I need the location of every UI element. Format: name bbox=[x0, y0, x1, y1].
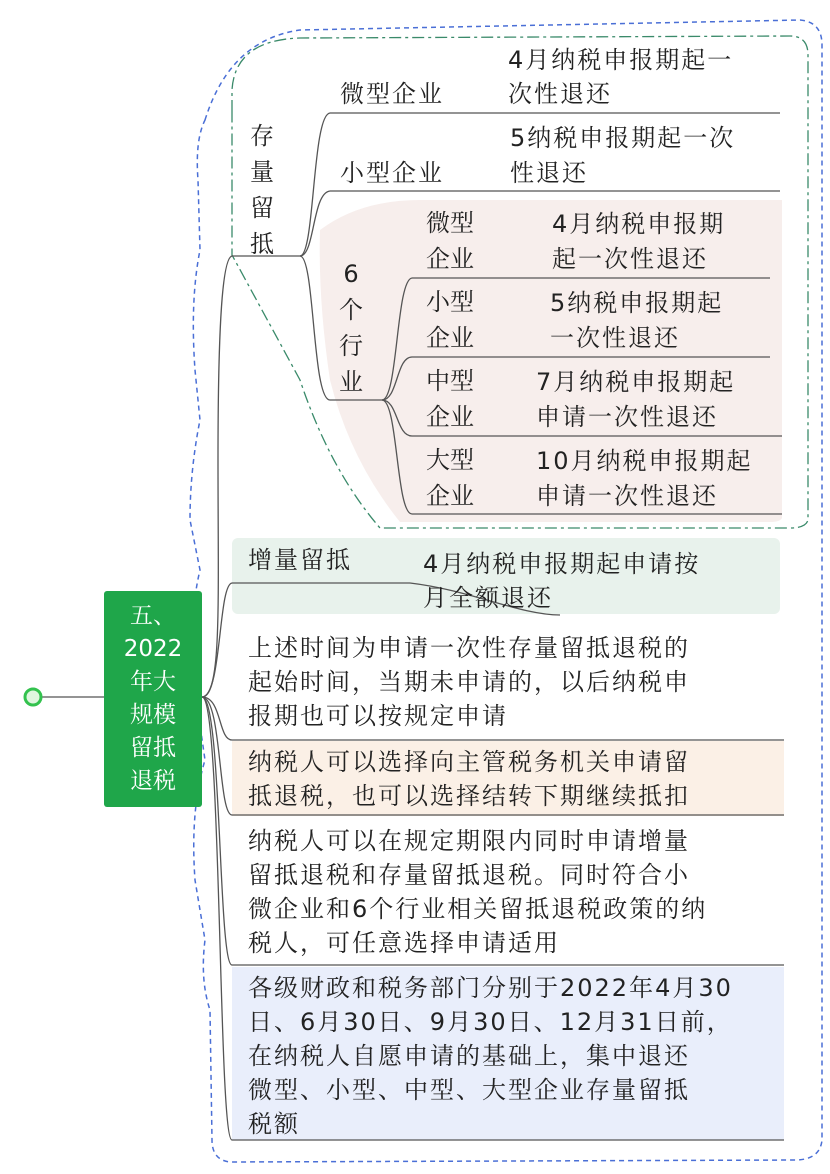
root-connector-dot bbox=[25, 689, 41, 705]
six-item-desc-1: 4月纳税申报期 bbox=[552, 210, 726, 238]
six-item-label: 小型 企业 bbox=[426, 288, 474, 352]
six-item-desc-1: 7月纳税申报期起 bbox=[536, 368, 736, 396]
small-desc-2: 性退还 bbox=[510, 159, 588, 187]
six-item-label: 中型 企业 bbox=[426, 367, 474, 431]
six-item-desc-2: 一次性退还 bbox=[550, 324, 680, 352]
six-item-desc-1: 5纳税申报期起 bbox=[550, 289, 724, 317]
stock-label: 存 量 留 抵 bbox=[250, 122, 274, 258]
six-item-desc-2: 申请一次性退还 bbox=[536, 403, 718, 431]
note-3-line: 纳税人可以在规定期限内同时申请增量 bbox=[248, 827, 690, 855]
note-3-line: 税人，可任意选择申请适用 bbox=[248, 929, 560, 957]
six-item-label: 大型 企业 bbox=[426, 446, 474, 510]
note-1-line: 上述时间为申请一次性存量留抵退税的 bbox=[248, 634, 690, 662]
note-4-line: 在纳税人自愿申请的基础上，集中退还 bbox=[248, 1042, 690, 1070]
note-2-line: 抵退税，也可以选择结转下期继续抵扣 bbox=[248, 782, 690, 810]
increment-label: 增量留抵 bbox=[248, 546, 352, 574]
note-1-line: 报期也可以按规定申请 bbox=[248, 702, 508, 730]
six-item-desc-1: 10月纳税申报期起 bbox=[536, 447, 753, 475]
small-label: 小型企业 bbox=[340, 159, 444, 187]
note-3-line: 微企业和6个行业相关留抵退税政策的纳 bbox=[248, 895, 708, 923]
small-desc-1: 5纳税申报期起一次 bbox=[510, 124, 736, 152]
increment-desc-1: 4月纳税申报期起申请按 bbox=[423, 550, 701, 578]
six-item-desc-2: 起一次性退还 bbox=[552, 245, 708, 273]
note-2-line: 纳税人可以选择向主管税务机关申请留 bbox=[248, 748, 690, 776]
six-industry-label: 6 个 行 业 bbox=[339, 260, 363, 396]
six-item-desc-2: 申请一次性退还 bbox=[536, 482, 718, 510]
note-1-line: 起始时间，当期未申请的，以后纳税申 bbox=[248, 668, 690, 696]
note-4-line: 各级财政和税务部门分别于2022年4月30 bbox=[248, 974, 733, 1002]
note-4-line: 微型、小型、中型、大型企业存量留抵 bbox=[248, 1076, 690, 1104]
note-4-line: 税额 bbox=[248, 1110, 300, 1138]
root-node bbox=[104, 591, 202, 807]
micro-desc-2: 次性退还 bbox=[508, 80, 612, 108]
micro-desc-1: 4月纳税申报期起一 bbox=[508, 46, 734, 74]
increment-desc-2: 月全额退还 bbox=[423, 584, 553, 612]
six-item-label: 微型 企业 bbox=[426, 209, 474, 273]
micro-label: 微型企业 bbox=[340, 80, 444, 108]
note-3-line: 留抵退税和存量留抵退税。同时符合小 bbox=[248, 861, 690, 889]
root-label: 五、 2022 年大 规模 留抵 退税 bbox=[123, 603, 183, 794]
note-4-line: 日、6月30日、9月30日、12月31日前， bbox=[248, 1008, 733, 1036]
